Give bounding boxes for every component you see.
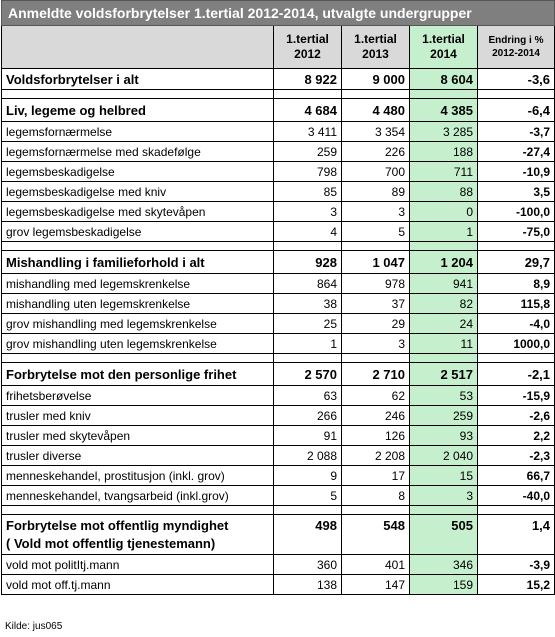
value-2014: 1 204	[410, 251, 478, 274]
table-row	[2, 99, 555, 122]
value-2014: 259	[410, 406, 478, 426]
value-2012: 1	[274, 334, 342, 354]
value-2014: 53	[410, 386, 478, 406]
table-row	[2, 162, 555, 182]
value-change: 1,4	[478, 515, 555, 555]
value-change: 8,9	[478, 274, 555, 294]
value-2014: 24	[410, 314, 478, 334]
value-2014: 188	[410, 142, 478, 162]
value-2012: 9	[274, 466, 342, 486]
table-row	[2, 222, 555, 242]
row-label: legemsfornærmelse med skadefølge	[2, 142, 274, 162]
table-title-row	[2, 1, 555, 26]
value-change: 2,2	[478, 426, 555, 446]
spacer-row	[2, 242, 555, 251]
table-title: Anmeldte voldsforbrytelser 1.tertial 2012-2014, utvalgte undergrupper	[2, 1, 555, 26]
value-2013: 126	[342, 426, 410, 446]
row-label: grov mishandling uten legemskrenkelse	[2, 334, 274, 354]
row-label: legemsbeskadigelse med kniv	[2, 182, 274, 202]
value-change: -15,9	[478, 386, 555, 406]
value-2013: 62	[342, 386, 410, 406]
header-change: Endring i % 2012-2014	[478, 26, 555, 69]
row-label: vold mot off.tj.mann	[2, 575, 274, 595]
value-2012: 798	[274, 162, 342, 182]
table-row	[2, 406, 555, 426]
value-2014: 93	[410, 426, 478, 446]
value-2012: 8 922	[274, 69, 342, 90]
value-2013: 3	[342, 334, 410, 354]
table-row	[2, 251, 555, 274]
value-2014: 88	[410, 182, 478, 202]
row-label	[2, 515, 274, 555]
value-2014: 941	[410, 274, 478, 294]
row-label: trusler diverse	[2, 446, 274, 466]
header-row	[2, 26, 555, 69]
value-change: -4,0	[478, 314, 555, 334]
value-2014: 2 040	[410, 446, 478, 466]
value-change: 115,8	[478, 294, 555, 314]
value-2012: 85	[274, 182, 342, 202]
table-row	[2, 334, 555, 354]
table-row	[2, 274, 555, 294]
value-change: -100,0	[478, 202, 555, 222]
value-2012: 928	[274, 251, 342, 274]
header-2014: 1.tertial 2014	[410, 26, 478, 69]
value-change: -2,1	[478, 363, 555, 386]
value-2013: 3	[342, 202, 410, 222]
value-2013: 246	[342, 406, 410, 426]
value-2014: 505	[410, 515, 478, 555]
spacer-row	[2, 90, 555, 99]
value-2013: 37	[342, 294, 410, 314]
value-2014: 8 604	[410, 69, 478, 90]
value-change: -75,0	[478, 222, 555, 242]
value-2014: 0	[410, 202, 478, 222]
row-label: legemsbeskadigelse	[2, 162, 274, 182]
row-label: legemsfornærmelse	[2, 122, 274, 142]
table-row	[2, 294, 555, 314]
table-row	[2, 314, 555, 334]
value-change: -2,3	[478, 446, 555, 466]
value-2012: 25	[274, 314, 342, 334]
table-row	[2, 466, 555, 486]
value-2012: 63	[274, 386, 342, 406]
row-label-main: Forbrytelse mot offentlig myndighet	[6, 518, 229, 533]
row-label: grov legemsbeskadigelse	[2, 222, 274, 242]
table-row	[2, 486, 555, 506]
table-row	[2, 386, 555, 406]
table-row	[2, 142, 555, 162]
value-change: -3,9	[478, 555, 555, 575]
value-2012: 3	[274, 202, 342, 222]
value-2013: 1 047	[342, 251, 410, 274]
value-2014: 4 385	[410, 99, 478, 122]
value-2014: 82	[410, 294, 478, 314]
source-note: Kilde: jus065	[5, 621, 63, 632]
value-2012: 5	[274, 486, 342, 506]
value-2012: 91	[274, 426, 342, 446]
spacer-row	[2, 354, 555, 363]
crime-statistics-table	[1, 0, 555, 595]
value-2013: 401	[342, 555, 410, 575]
row-label: mishandling med legemskrenkelse	[2, 274, 274, 294]
value-2012: 3 411	[274, 122, 342, 142]
value-2013: 2 208	[342, 446, 410, 466]
row-label: grov mishandling med legemskrenkelse	[2, 314, 274, 334]
value-2014: 2 517	[410, 363, 478, 386]
value-change: -27,4	[478, 142, 555, 162]
value-change: 15,2	[478, 575, 555, 595]
table-row	[2, 69, 555, 90]
row-label: Liv, legeme og helbred	[2, 99, 274, 122]
value-change: -2,6	[478, 406, 555, 426]
value-2012: 2 570	[274, 363, 342, 386]
table-row	[2, 363, 555, 386]
value-2014: 3 285	[410, 122, 478, 142]
value-2012: 138	[274, 575, 342, 595]
value-2013: 5	[342, 222, 410, 242]
value-change: -40,0	[478, 486, 555, 506]
row-label: trusler med skytevåpen	[2, 426, 274, 446]
value-2014: 15	[410, 466, 478, 486]
value-2013: 700	[342, 162, 410, 182]
value-2012: 4	[274, 222, 342, 242]
value-2014: 11	[410, 334, 478, 354]
value-2013: 9 000	[342, 69, 410, 90]
value-2012: 360	[274, 555, 342, 575]
value-2012: 4 684	[274, 99, 342, 122]
value-change: -6,4	[478, 99, 555, 122]
row-label: menneskehandel, tvangsarbeid (inkl.grov)	[2, 486, 274, 506]
table-row	[2, 555, 555, 575]
row-label: Voldsforbrytelser i alt	[2, 69, 274, 90]
value-change: 66,7	[478, 466, 555, 486]
value-change: -3,6	[478, 69, 555, 90]
value-change: 29,7	[478, 251, 555, 274]
header-2012: 1.tertial 2012	[274, 26, 342, 69]
value-2013: 2 710	[342, 363, 410, 386]
value-2014: 159	[410, 575, 478, 595]
value-2014: 346	[410, 555, 478, 575]
header-2013: 1.tertial 2013	[342, 26, 410, 69]
table-row	[2, 446, 555, 466]
value-change: -3,7	[478, 122, 555, 142]
row-label: mishandling uten legemskrenkelse	[2, 294, 274, 314]
value-2012: 38	[274, 294, 342, 314]
value-2012: 2 088	[274, 446, 342, 466]
table-row	[2, 182, 555, 202]
row-label-sub: ( Vold mot offentlig tjenestemann)	[6, 536, 216, 551]
value-2014: 3	[410, 486, 478, 506]
value-2014: 1	[410, 222, 478, 242]
value-2012: 864	[274, 274, 342, 294]
value-2013: 29	[342, 314, 410, 334]
row-label: frihetsberøvelse	[2, 386, 274, 406]
row-label: legemsbeskadigelse med skytevåpen	[2, 202, 274, 222]
spacer-row	[2, 506, 555, 515]
value-2012: 259	[274, 142, 342, 162]
value-2013: 89	[342, 182, 410, 202]
value-2013: 4 480	[342, 99, 410, 122]
row-label: vold mot politItj.mann	[2, 555, 274, 575]
value-2012: 498	[274, 515, 342, 555]
table-row	[2, 515, 555, 555]
value-2013: 8	[342, 486, 410, 506]
row-label: Forbrytelse mot den personlige frihet	[2, 363, 274, 386]
table-row	[2, 426, 555, 446]
value-2013: 17	[342, 466, 410, 486]
value-change: 3,5	[478, 182, 555, 202]
row-label: menneskehandel, prostitusjon (inkl. grov)	[2, 466, 274, 486]
value-change: -10,9	[478, 162, 555, 182]
value-2013: 548	[342, 515, 410, 555]
row-label: Mishandling i familieforhold i alt	[2, 251, 274, 274]
value-change: 1000,0	[478, 334, 555, 354]
table-row	[2, 202, 555, 222]
value-2014: 711	[410, 162, 478, 182]
value-2013: 226	[342, 142, 410, 162]
row-label: trusler med kniv	[2, 406, 274, 426]
table-row	[2, 575, 555, 595]
header-label-cell	[2, 26, 274, 69]
value-2013: 147	[342, 575, 410, 595]
value-2013: 978	[342, 274, 410, 294]
table-row	[2, 122, 555, 142]
value-2013: 3 354	[342, 122, 410, 142]
value-2012: 266	[274, 406, 342, 426]
